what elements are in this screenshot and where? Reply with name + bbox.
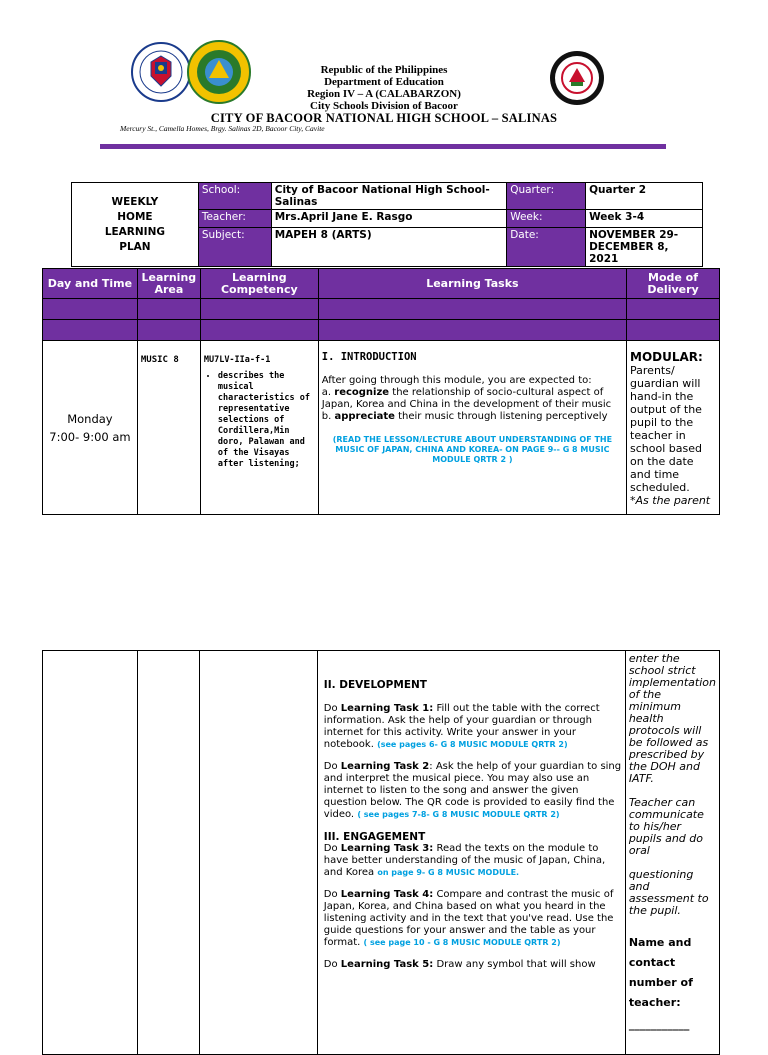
intro-b-bold: appreciate [334, 411, 395, 422]
week-value: Week 3-4 [586, 210, 703, 228]
competency-text: • describes the musical characteristics of representative selections of Cordillera,Min doro, Palawan and of the Visayas after listening; [218, 371, 315, 470]
learning-task-5 [324, 959, 622, 971]
learning-task-4 [324, 889, 622, 949]
lt1-pre: Do [323, 703, 341, 714]
teacher-contact-label: Name and contact number of teacher: [628, 936, 693, 1009]
mode-text: Parents/ guardian will hand-in the output of the pupil to the teacher in school based on the date and time scheduled. [630, 364, 702, 494]
tasks-cell [317, 651, 625, 1055]
time: 7:00- 9:00 am [49, 429, 131, 444]
competency-code: MU7LV-IIa-f-1 [203, 355, 271, 365]
day: Monday [67, 411, 113, 426]
lt4-text: Compare and contrast the music of Japan, Korea, and China based on what you heard in the listening activity and in the text that you've read. Use the guide questions for your answer and the table as your format. [323, 889, 614, 948]
lt3-reference: on page 9- G 8 MUSIC MODULE. [377, 868, 520, 877]
learning-task-1 [324, 703, 622, 751]
lt5-bold: Learning Task 5: [340, 959, 434, 970]
quarter-value: Quarter 2 [586, 183, 703, 210]
header-learning-competency: Learning Competency [200, 269, 318, 299]
mode-cell [627, 341, 720, 515]
lt2-reference: ( see pages 7-8- G 8 MUSIC MODULE QRTR 2) [357, 810, 560, 819]
intro-b [322, 411, 623, 423]
header-line1: Republic of the Philippines [320, 64, 448, 76]
school-name: CITY OF BACOOR NATIONAL HIGH SCHOOL – SALINAS [210, 111, 558, 125]
intro-reference: (READ THE LESSON/LECTURE ABOUT UNDERSTANDING OF THE MUSIC OF JAPAN, CHINA AND KOREA- ON PAGE 9-- G 8 MUSIC MODULE QRTR 2 ) [332, 435, 613, 464]
date-label: Date: [507, 228, 586, 267]
lt4-pre: Do [323, 889, 341, 900]
date-value: NOVEMBER 29- DECEMBER 8, 2021 [586, 228, 703, 267]
intro-a [322, 387, 623, 411]
header-divider [100, 144, 666, 149]
lt4-bold: Learning Task 4: [340, 889, 434, 900]
lt4-reference: ( see page 10 - G 8 MUSIC MODULE QRTR 2) [363, 938, 561, 947]
header-day-time: Day and Time [43, 269, 138, 299]
plan-info-table [71, 182, 703, 267]
mode-title: MODULAR: [630, 350, 703, 364]
lt1-reference: (see pages 6- G 8 MUSIC MODULE QRTR 2) [377, 740, 568, 749]
empty-cell [137, 651, 200, 1055]
intro-b-rest: their music through listening perceptively [394, 411, 608, 422]
intro-a-bold: recognize [334, 387, 390, 398]
plan-title [72, 183, 199, 267]
table-row [43, 341, 720, 515]
mode-cell [625, 651, 719, 1055]
lt3-bold: Learning Task 3: [340, 843, 434, 854]
header-learning-tasks: Learning Tasks [318, 269, 626, 299]
tasks-cell [318, 341, 626, 515]
plan-title-line: LEARNING [104, 225, 165, 238]
intro-title: I. INTRODUCTION [321, 351, 417, 363]
learning-task-2 [324, 761, 622, 821]
mode-italic-2: Teacher can communicate to his/her pupils and do oral [628, 796, 704, 857]
week-label: Week: [507, 210, 586, 228]
lt5-pre: Do [323, 959, 341, 970]
lt2-text: : Ask the help of your guardian to sing and interpret the musical piece. You may also use an internet to listen to the song and answer the given question below. The QR code is provided to easily find the video. [323, 761, 622, 820]
plan-title-line: PLAN [119, 240, 151, 253]
lt1-text: Fill out the table with the correct information. Ask the help of your guardian or through internet for this activity. Write your answer in your notebook. [323, 703, 600, 750]
lt2-pre: Do [323, 761, 341, 772]
learning-area-cell: MUSIC 8 [137, 341, 200, 515]
header-mode-of-delivery: Mode of Delivery [627, 269, 720, 299]
school-address: Mercury St., Camella Homes, Brgy. Salinas 2D, Bacoor City, Cavite [120, 124, 325, 133]
plan-title-line: WEEKLY [111, 195, 159, 208]
teacher-value: Mrs.April Jane E. Rasgo [271, 210, 506, 228]
competency-cell [200, 341, 318, 515]
quarter-label: Quarter: [507, 183, 586, 210]
learning-plan-table-continued [42, 650, 720, 1055]
subject-label: Subject: [198, 228, 271, 267]
purple-band-row [43, 299, 720, 320]
subject-value: MAPEH 8 (ARTS) [271, 228, 506, 267]
day-time-cell [43, 341, 138, 515]
lt3-text: Read the texts on the module to have better understanding of the music of Japan, China, and Korea [323, 843, 606, 878]
development-title: II. DEVELOPMENT [323, 679, 427, 691]
table-row [43, 651, 720, 1055]
lt3-pre: Do [323, 843, 341, 854]
letterhead [0, 64, 768, 134]
empty-cell [43, 651, 138, 1055]
header-line4: City Schools Division of Bacoor [310, 100, 458, 112]
learning-plan-table [42, 268, 720, 515]
intro-a-pre: a. [321, 387, 335, 398]
mode-italic: *As the parent [630, 494, 711, 507]
lt1-bold: Learning Task 1: [340, 703, 434, 714]
school-label: School: [198, 183, 271, 210]
purple-band-row [43, 320, 720, 341]
intro-b-pre: b. [321, 411, 335, 422]
mode-italic-3: questioning and assessment to the pupil. [628, 868, 709, 917]
header-line2: Department of Education [324, 76, 444, 88]
intro-a-rest: the relationship of socio-cultural aspect of Japan, Korea and China in the development of their music [321, 387, 612, 410]
engagement-title: III. ENGAGEMENT [323, 831, 426, 843]
header-line3: Region IV – A (CALABARZON) [307, 88, 461, 100]
teacher-label: Teacher: [198, 210, 271, 228]
intro-p1: After going through this module, you are expected to: [321, 375, 592, 386]
empty-cell [200, 651, 317, 1055]
header-learning-area: Learning Area [137, 269, 200, 299]
learning-task-3 [324, 843, 622, 879]
plan-title-line: HOME [117, 210, 153, 223]
school-value: City of Bacoor National High School-Salinas [271, 183, 506, 210]
lt5-text: Draw any symbol that will show [433, 959, 596, 970]
teacher-contact-line: ___________ [628, 1018, 690, 1031]
mode-italic-1: enter the school strict implementation of the minimum health protocols will be followed as prescribed by the DOH and IATF. [628, 652, 716, 785]
lt2-bold: Learning Task 2 [340, 761, 430, 772]
